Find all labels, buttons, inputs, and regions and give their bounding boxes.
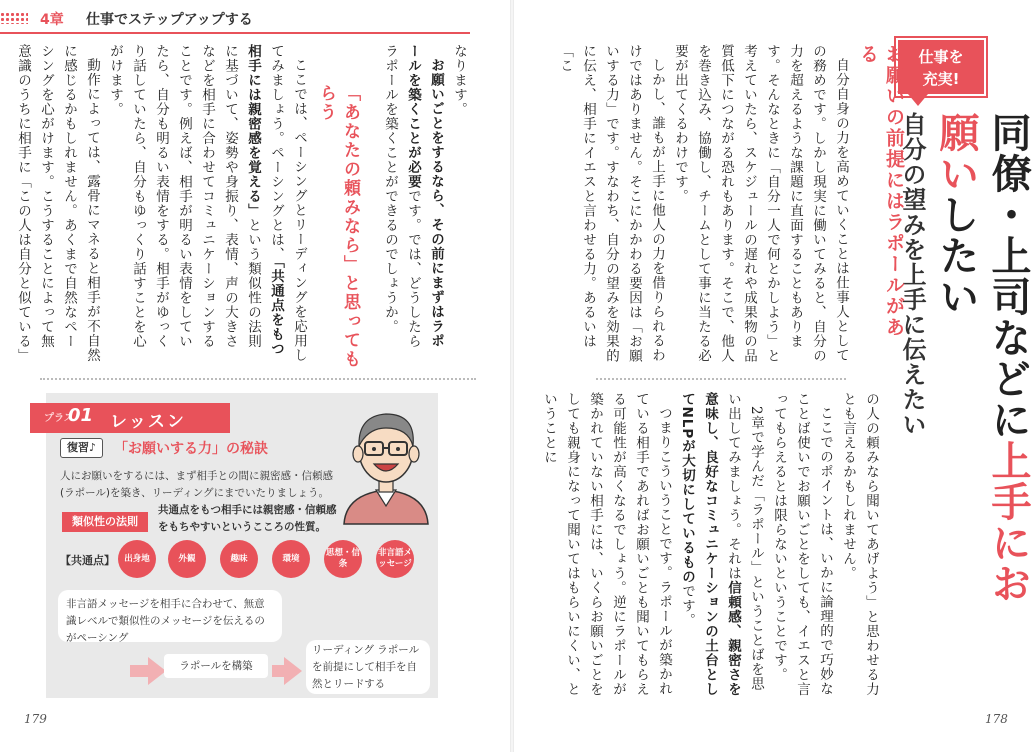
common-point-circle: 環境: [272, 540, 310, 578]
chapter-header: [0, 0, 470, 36]
book-gutter: [510, 0, 514, 752]
right-lower-body: [541, 392, 882, 700]
page-title: 同僚・上司などに上手にお願いしたい: [933, 112, 1031, 604]
right-lower-paragraph-3: 2章で学んだ「ラポール」ということばを思い出してみましょう。それは信頼感、親密さを意味し、良好なコミュニケーションの土台としてNLPが大切にしているものです。: [679, 392, 764, 697]
right-dotted-separator: [596, 378, 846, 380]
common-point-circle: 非言語メッセージ: [376, 540, 414, 578]
left-main-body: [15, 44, 310, 363]
law-of-similarity-label: 類似性の法則: [62, 512, 148, 532]
leading-explanation-box: リーディング ラポールを前提にして相手を自然とリードする: [306, 640, 430, 694]
right-upper-body: [557, 44, 852, 366]
left-paragraph-2: ここでは、ペーシングとリーディングを応用してみましょう。ペーシングとは、「共通点をもつ相手には親密感を覚える」という類似性の法則に基づいて、姿勢や身振り、表情、声の大きさなどを相手に合わせてコミュニケーションすることです。例えば、相手が明るい表情をしていたら、自分も明るい表情をする。相手がゆっくり話していたら、自分もゆっくり話すことを心がけます。: [107, 44, 307, 362]
right-arrow-icon: [284, 657, 302, 685]
lesson-subtitle: 「お願いする力」の秘訣: [114, 441, 268, 457]
right-lower-paragraph-2: ここでのポイントは、いかに論理的で巧妙なことば使いでお願いごとをしても、イエスと言ってもらえるとは限らないということです。: [771, 392, 833, 697]
build-rapport-tag: ラポールを構築: [164, 654, 268, 678]
page-subtitle: 自分の望みを上手に伝えたい: [898, 112, 926, 437]
common-point-circle: 趣味: [220, 540, 258, 578]
man-with-glasses-illustration: [338, 402, 434, 524]
right-paragraph-2: しかし、誰もが上手に他人の力を借りられるわけではありません。そこにかかわる要因は「お願いする力」です。すなわち、自分の望みを効果的に伝え、相手にイエスと言わせる力。あるいは「こ: [557, 44, 665, 363]
left-paragraph-1: お願いごとをするなら、その前にまずはラポールを築くことが必要です。では、どうしたらラポールを築くことができるのでしょうか。: [382, 44, 444, 349]
ribbon-label: レッスン: [110, 412, 186, 432]
right-lower-paragraph-4: つまりこういうことです。ラポールが築かれている相手であればお願いごとも聞いてもらえる可能性が高くなるでしょう。逆にラポールが築かれていない相手には、いくらお願いごとをしても親身になって聞いてはもらいにくい、ということに: [541, 392, 672, 697]
page-number-right: 178: [985, 712, 1008, 726]
common-point-circle: 外観: [168, 540, 206, 578]
page-number-left: 179: [24, 712, 47, 726]
right-lower-paragraph-1: の人の頼みなら聞いてあげよう」と思わせる力とも言えるかもしれません。: [840, 392, 879, 697]
ribbon-plus-label: プラス: [44, 413, 74, 424]
common-points-label: 【共通点】: [60, 554, 115, 567]
arrow-shaft-1: [130, 665, 150, 677]
law-of-similarity-text: 共通点をもつ相手には親密感・信頼感をもちやすいというこころの性質。: [158, 504, 337, 533]
lesson-intro-text: 人にお願いをするには、まず相手との間に親密感・信頼感(ラポール)を築き、リーディングにまでいたりましょう。: [60, 470, 333, 499]
lesson-ribbon: [30, 403, 230, 433]
badge-line-1: 仕事を: [918, 48, 964, 66]
left-paragraph-3: 動作によっては、露骨にマネると相手が不自然に感じるかもしれません。あくまで自然なペーシングを心がけます。こうすることによって無意識のうちに相手に「この人は自分と似ている」: [15, 44, 100, 363]
left-paragraph-intro: なります。: [451, 44, 467, 117]
header-rule: [0, 32, 470, 34]
common-point-circle: 出身地: [118, 540, 156, 578]
review-tag: 復習♪: [60, 438, 103, 458]
section-heading-rapport: お願いの前提にはラポールがある: [857, 44, 905, 338]
ribbon-number: 01: [68, 405, 94, 426]
right-paragraph-1: 自分自身の力を高めていくことは仕事人としての務めです。しかし現実に働いてみると、自分の力を超えるような課題に直面することもあります。そんなときに「自分一人で何とかしよう」と考えていたら、スケジュールの遅れや成果物の品質低下につながる恐れもあります。そこで、他人を巻き込み、協働し、チームとして事に当たる必要が出てくるわけです。: [672, 44, 849, 363]
pacing-explanation-box: 非言語メッセージを相手に合わせて、無意識レベルで類似性のメッセージを伝えるのがペーシング: [58, 590, 282, 642]
jujitsu-badge: [896, 38, 986, 96]
left-dotted-separator: [40, 378, 476, 380]
chapter-title: 仕事でステップアップする: [86, 12, 253, 28]
header-dots-decoration: [0, 12, 28, 24]
section-heading-tanomi: 「あなたの頼みなら」と思ってもらう: [316, 84, 360, 369]
badge-line-2: 充実!: [922, 70, 960, 88]
chapter-number: 4章: [40, 12, 64, 28]
common-point-circle: 思想・信条: [324, 540, 362, 578]
